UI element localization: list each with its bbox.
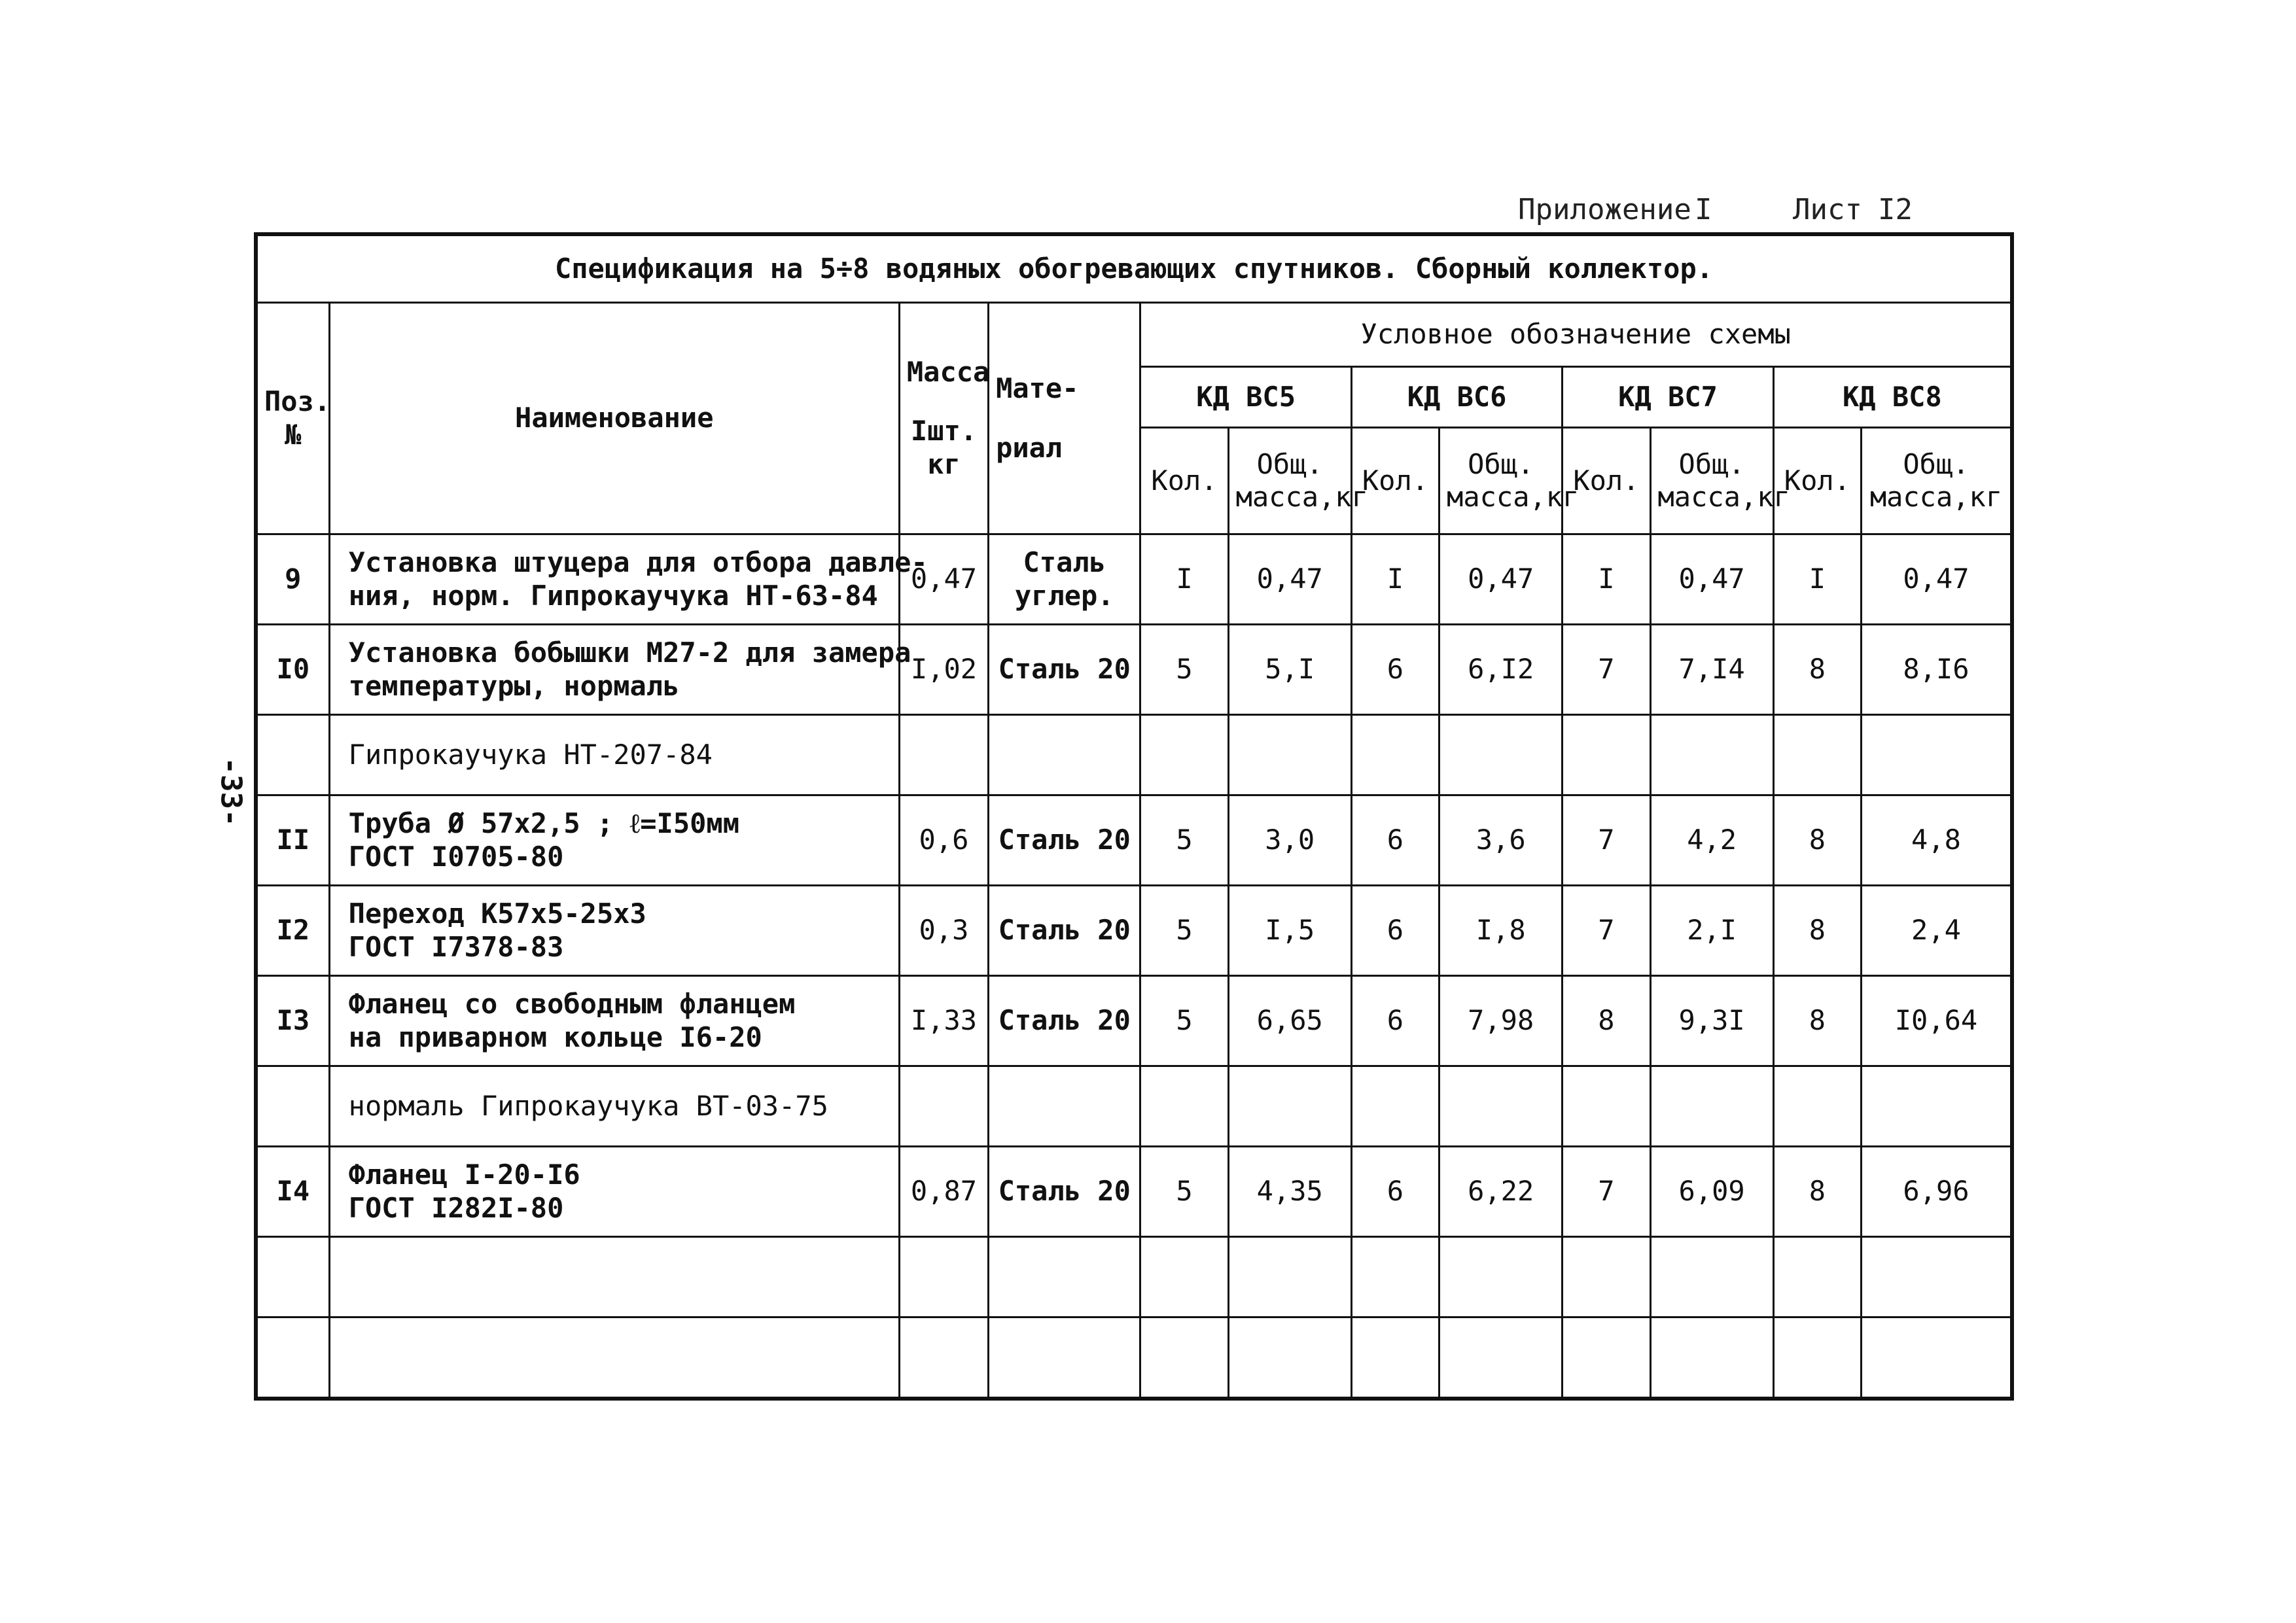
total-mass-header-line: Общ.	[1678, 447, 1745, 480]
cell-total-mass: 3,6	[1439, 795, 1563, 886]
cell-empty	[989, 1066, 1140, 1147]
name-line: Переход К57х5-25х3	[348, 898, 646, 930]
cell-empty	[1228, 1237, 1351, 1318]
cell-empty	[989, 1237, 1140, 1318]
cell-name	[329, 795, 899, 886]
scheme-header-kd-vs6: КД ВС6	[1351, 367, 1562, 428]
name-line: Гипрокаучука НТ-207-84	[348, 738, 713, 771]
total-mass-header-line: Общ.	[1903, 447, 1969, 480]
material-line: Сталь 20	[998, 1175, 1131, 1208]
cell-empty	[1861, 1066, 2012, 1147]
column-header-position	[256, 303, 329, 534]
total-mass-header-line: Общ.	[1256, 447, 1323, 480]
cell-mass: 0,87	[899, 1147, 988, 1237]
cell-material	[989, 534, 1140, 625]
cell-qty: I	[1351, 534, 1439, 625]
cell-qty: 5	[1140, 625, 1228, 715]
cell-empty	[1140, 715, 1228, 795]
empty-row	[256, 1318, 2012, 1399]
cell-empty	[1351, 1318, 1439, 1399]
cell-total-mass: 4,8	[1861, 795, 2012, 886]
cell-material	[989, 886, 1140, 976]
position-header-line: Поз.	[264, 385, 331, 418]
cell-qty: 5	[1140, 1147, 1228, 1237]
cell-qty: 8	[1773, 625, 1861, 715]
cell-total-mass: I,8	[1439, 886, 1563, 976]
cell-empty	[1140, 1237, 1228, 1318]
table-row	[256, 534, 2012, 625]
cell-empty	[1563, 1318, 1650, 1399]
name-line: Установка бобышки М27-2 для замера	[348, 637, 911, 669]
cell-empty	[329, 1318, 899, 1399]
cell-empty	[1861, 1237, 2012, 1318]
column-header-total-mass	[1861, 428, 2012, 534]
cell-total-mass: 6,I2	[1439, 625, 1563, 715]
cell-empty	[329, 1237, 899, 1318]
cell-total-mass: 0,47	[1650, 534, 1773, 625]
appendix-label: Приложение	[1518, 193, 1691, 226]
cell-total-mass: 0,47	[1228, 534, 1351, 625]
cell-empty	[1439, 715, 1563, 795]
cell-empty	[1228, 715, 1351, 795]
mass-header-line: кг	[927, 447, 961, 480]
cell-material	[989, 976, 1140, 1066]
column-header-total-mass	[1650, 428, 1790, 534]
material-line: Сталь 20	[998, 1004, 1131, 1037]
material-line: Сталь 20	[998, 653, 1131, 686]
cell-name	[329, 715, 899, 795]
cell-empty	[899, 1066, 988, 1147]
column-header-qty: Кол.	[1563, 428, 1650, 534]
table-row	[256, 625, 2012, 715]
cell-qty: 7	[1563, 886, 1650, 976]
total-mass-header-line: Общ.	[1468, 447, 1534, 480]
cell-position: 9	[256, 534, 329, 625]
cell-empty	[1563, 715, 1650, 795]
scheme-header-kd-vs7: КД ВС7	[1563, 367, 1773, 428]
cell-position	[256, 1066, 329, 1147]
cell-material	[989, 795, 1140, 886]
cell-total-mass: 6,22	[1439, 1147, 1563, 1237]
cell-mass: 0,6	[899, 795, 988, 886]
cell-total-mass: 7,I4	[1650, 625, 1773, 715]
scheme-header-kd-vs5: КД ВС5	[1140, 367, 1351, 428]
sheet-number: I2	[1878, 193, 1913, 226]
cell-material	[989, 1147, 1140, 1237]
cell-empty	[1773, 1318, 1861, 1399]
cell-total-mass: 0,47	[1861, 534, 2012, 625]
cell-empty	[1563, 1237, 1650, 1318]
cell-qty: 6	[1351, 886, 1439, 976]
cell-name	[329, 1066, 899, 1147]
cell-total-mass: 0,47	[1439, 534, 1563, 625]
table-row	[256, 1147, 2012, 1237]
sheet-label: Лист	[1793, 193, 1862, 226]
name-line: температуры, нормаль	[348, 669, 680, 702]
name-line: ГОСТ I282I-80	[348, 1191, 564, 1224]
cell-total-mass: 8,I6	[1861, 625, 2012, 715]
cell-name	[329, 886, 899, 976]
total-mass-header-line: масса,кг	[1447, 481, 1580, 513]
cell-total-mass: 3,0	[1228, 795, 1351, 886]
cell-material	[989, 625, 1140, 715]
cell-mass: 0,47	[899, 534, 988, 625]
material-line: Сталь	[1023, 546, 1106, 579]
name-line: ГОСТ I7378-83	[348, 930, 564, 963]
cell-empty	[989, 1318, 1140, 1399]
cell-empty	[1773, 715, 1861, 795]
cell-empty	[1861, 715, 2012, 795]
cell-empty	[1140, 1318, 1228, 1399]
cell-empty	[1563, 1066, 1650, 1147]
column-header-name: Наименование	[329, 303, 899, 534]
cell-empty	[1650, 715, 1773, 795]
name-line: нормаль Гипрокаучука ВТ-03-75	[348, 1089, 828, 1122]
cell-qty: 5	[1140, 886, 1228, 976]
table-row	[256, 886, 2012, 976]
material-header-line: риал	[996, 431, 1063, 464]
cell-empty	[1439, 1066, 1563, 1147]
name-line: на приварном кольце I6-20	[348, 1021, 762, 1053]
cell-total-mass: 6,09	[1650, 1147, 1773, 1237]
cell-position: I0	[256, 625, 329, 715]
cell-empty	[1861, 1318, 2012, 1399]
cell-empty	[1140, 1066, 1228, 1147]
column-header-material	[989, 303, 1140, 534]
column-header-qty: Кол.	[1140, 428, 1228, 534]
cell-total-mass: 4,2	[1650, 795, 1773, 886]
mass-header-line: Масса	[906, 355, 990, 388]
cell-empty	[1228, 1066, 1351, 1147]
column-header-qty: Кол.	[1351, 428, 1439, 534]
cell-total-mass: 6,65	[1228, 976, 1351, 1066]
cell-position: I3	[256, 976, 329, 1066]
cell-qty: 7	[1563, 1147, 1650, 1237]
cell-qty: 7	[1563, 795, 1650, 886]
column-header-total-mass	[1228, 428, 1368, 534]
cell-empty	[1228, 1318, 1351, 1399]
cell-qty: 6	[1351, 795, 1439, 886]
cell-empty	[899, 1237, 988, 1318]
cell-mass: I,02	[899, 625, 988, 715]
name-line: ГОСТ I0705-80	[348, 840, 564, 873]
cell-total-mass: 2,I	[1650, 886, 1773, 976]
cell-total-mass: 5,I	[1228, 625, 1351, 715]
cell-position: I4	[256, 1147, 329, 1237]
table-row	[256, 715, 2012, 795]
table-row	[256, 976, 2012, 1066]
table-title: Спецификация на 5÷8 водяных обогревающих спутников. Сборный коллектор.	[256, 234, 2012, 303]
cell-mass: 0,3	[899, 886, 988, 976]
name-line: Установка штуцера для отбора давле-	[348, 546, 928, 579]
scheme-header-kd-vs8: КД ВС8	[1773, 367, 2012, 428]
cell-qty: I	[1563, 534, 1650, 625]
cell-empty	[1439, 1318, 1563, 1399]
mass-header-line: Iшт.	[910, 415, 978, 447]
cell-qty: 8	[1773, 976, 1861, 1066]
material-line: Сталь 20	[998, 914, 1131, 947]
cell-qty: 6	[1351, 625, 1439, 715]
cell-qty: 6	[1351, 976, 1439, 1066]
cell-total-mass: I0,64	[1861, 976, 2012, 1066]
cell-empty	[1773, 1066, 1861, 1147]
cell-empty	[256, 1318, 329, 1399]
name-line: Труба Ø 57х2,5 ; ℓ=I50мм	[348, 807, 739, 840]
cell-empty	[1650, 1066, 1773, 1147]
cell-qty: 7	[1563, 625, 1650, 715]
material-header-line: Мате-	[996, 372, 1079, 405]
cell-position: II	[256, 795, 329, 886]
cell-qty: 8	[1563, 976, 1650, 1066]
total-mass-header-line: масса,кг	[1869, 481, 2003, 513]
cell-qty: 5	[1140, 795, 1228, 886]
table-row	[256, 795, 2012, 886]
cell-empty	[1439, 1237, 1563, 1318]
cell-qty: I	[1773, 534, 1861, 625]
name-line: ния, норм. Гипрокаучука НТ-63-84	[348, 579, 878, 612]
cell-qty: 8	[1773, 1147, 1861, 1237]
cell-name	[329, 625, 911, 715]
cell-empty	[989, 715, 1140, 795]
cell-empty	[1351, 715, 1439, 795]
cell-qty: 5	[1140, 976, 1228, 1066]
column-header-mass	[899, 303, 988, 534]
cell-name	[329, 534, 928, 625]
cell-qty: I	[1140, 534, 1228, 625]
cell-qty: 6	[1351, 1147, 1439, 1237]
cell-total-mass: 9,3I	[1650, 976, 1773, 1066]
total-mass-header-line: масса,кг	[1235, 481, 1368, 513]
appendix-number: I	[1695, 193, 1712, 226]
cell-name	[329, 1147, 899, 1237]
total-mass-header-line: масса,кг	[1657, 481, 1790, 513]
name-line: Фланец I-20-I6	[348, 1159, 580, 1191]
cell-empty	[1351, 1066, 1439, 1147]
cell-empty	[1650, 1237, 1773, 1318]
cell-total-mass: 7,98	[1439, 976, 1563, 1066]
scheme-group-header: Условное обозначение схемы	[1140, 303, 2012, 367]
column-header-qty: Кол.	[1773, 428, 1861, 534]
cell-empty	[899, 1318, 988, 1399]
page-number: -33-	[214, 757, 248, 827]
table-row	[256, 1066, 2012, 1147]
cell-empty	[1650, 1318, 1773, 1399]
cell-qty: 8	[1773, 886, 1861, 976]
cell-position: I2	[256, 886, 329, 976]
cell-empty	[1773, 1237, 1861, 1318]
cell-total-mass: 2,4	[1861, 886, 2012, 976]
cell-mass: I,33	[899, 976, 988, 1066]
column-header-total-mass	[1439, 428, 1580, 534]
cell-qty: 8	[1773, 795, 1861, 886]
cell-total-mass: 6,96	[1861, 1147, 2012, 1237]
cell-name	[329, 976, 899, 1066]
cell-position	[256, 715, 329, 795]
material-line: углер.	[1014, 579, 1114, 612]
position-header-line: №	[285, 418, 302, 451]
cell-empty	[1351, 1237, 1439, 1318]
material-line: Сталь 20	[998, 824, 1131, 856]
name-line: Фланец со свободным фланцем	[348, 988, 796, 1021]
cell-empty	[256, 1237, 329, 1318]
specification-table	[254, 232, 2014, 1401]
cell-empty	[899, 715, 988, 795]
cell-total-mass: I,5	[1228, 886, 1351, 976]
empty-row	[256, 1237, 2012, 1318]
cell-total-mass: 4,35	[1228, 1147, 1351, 1237]
